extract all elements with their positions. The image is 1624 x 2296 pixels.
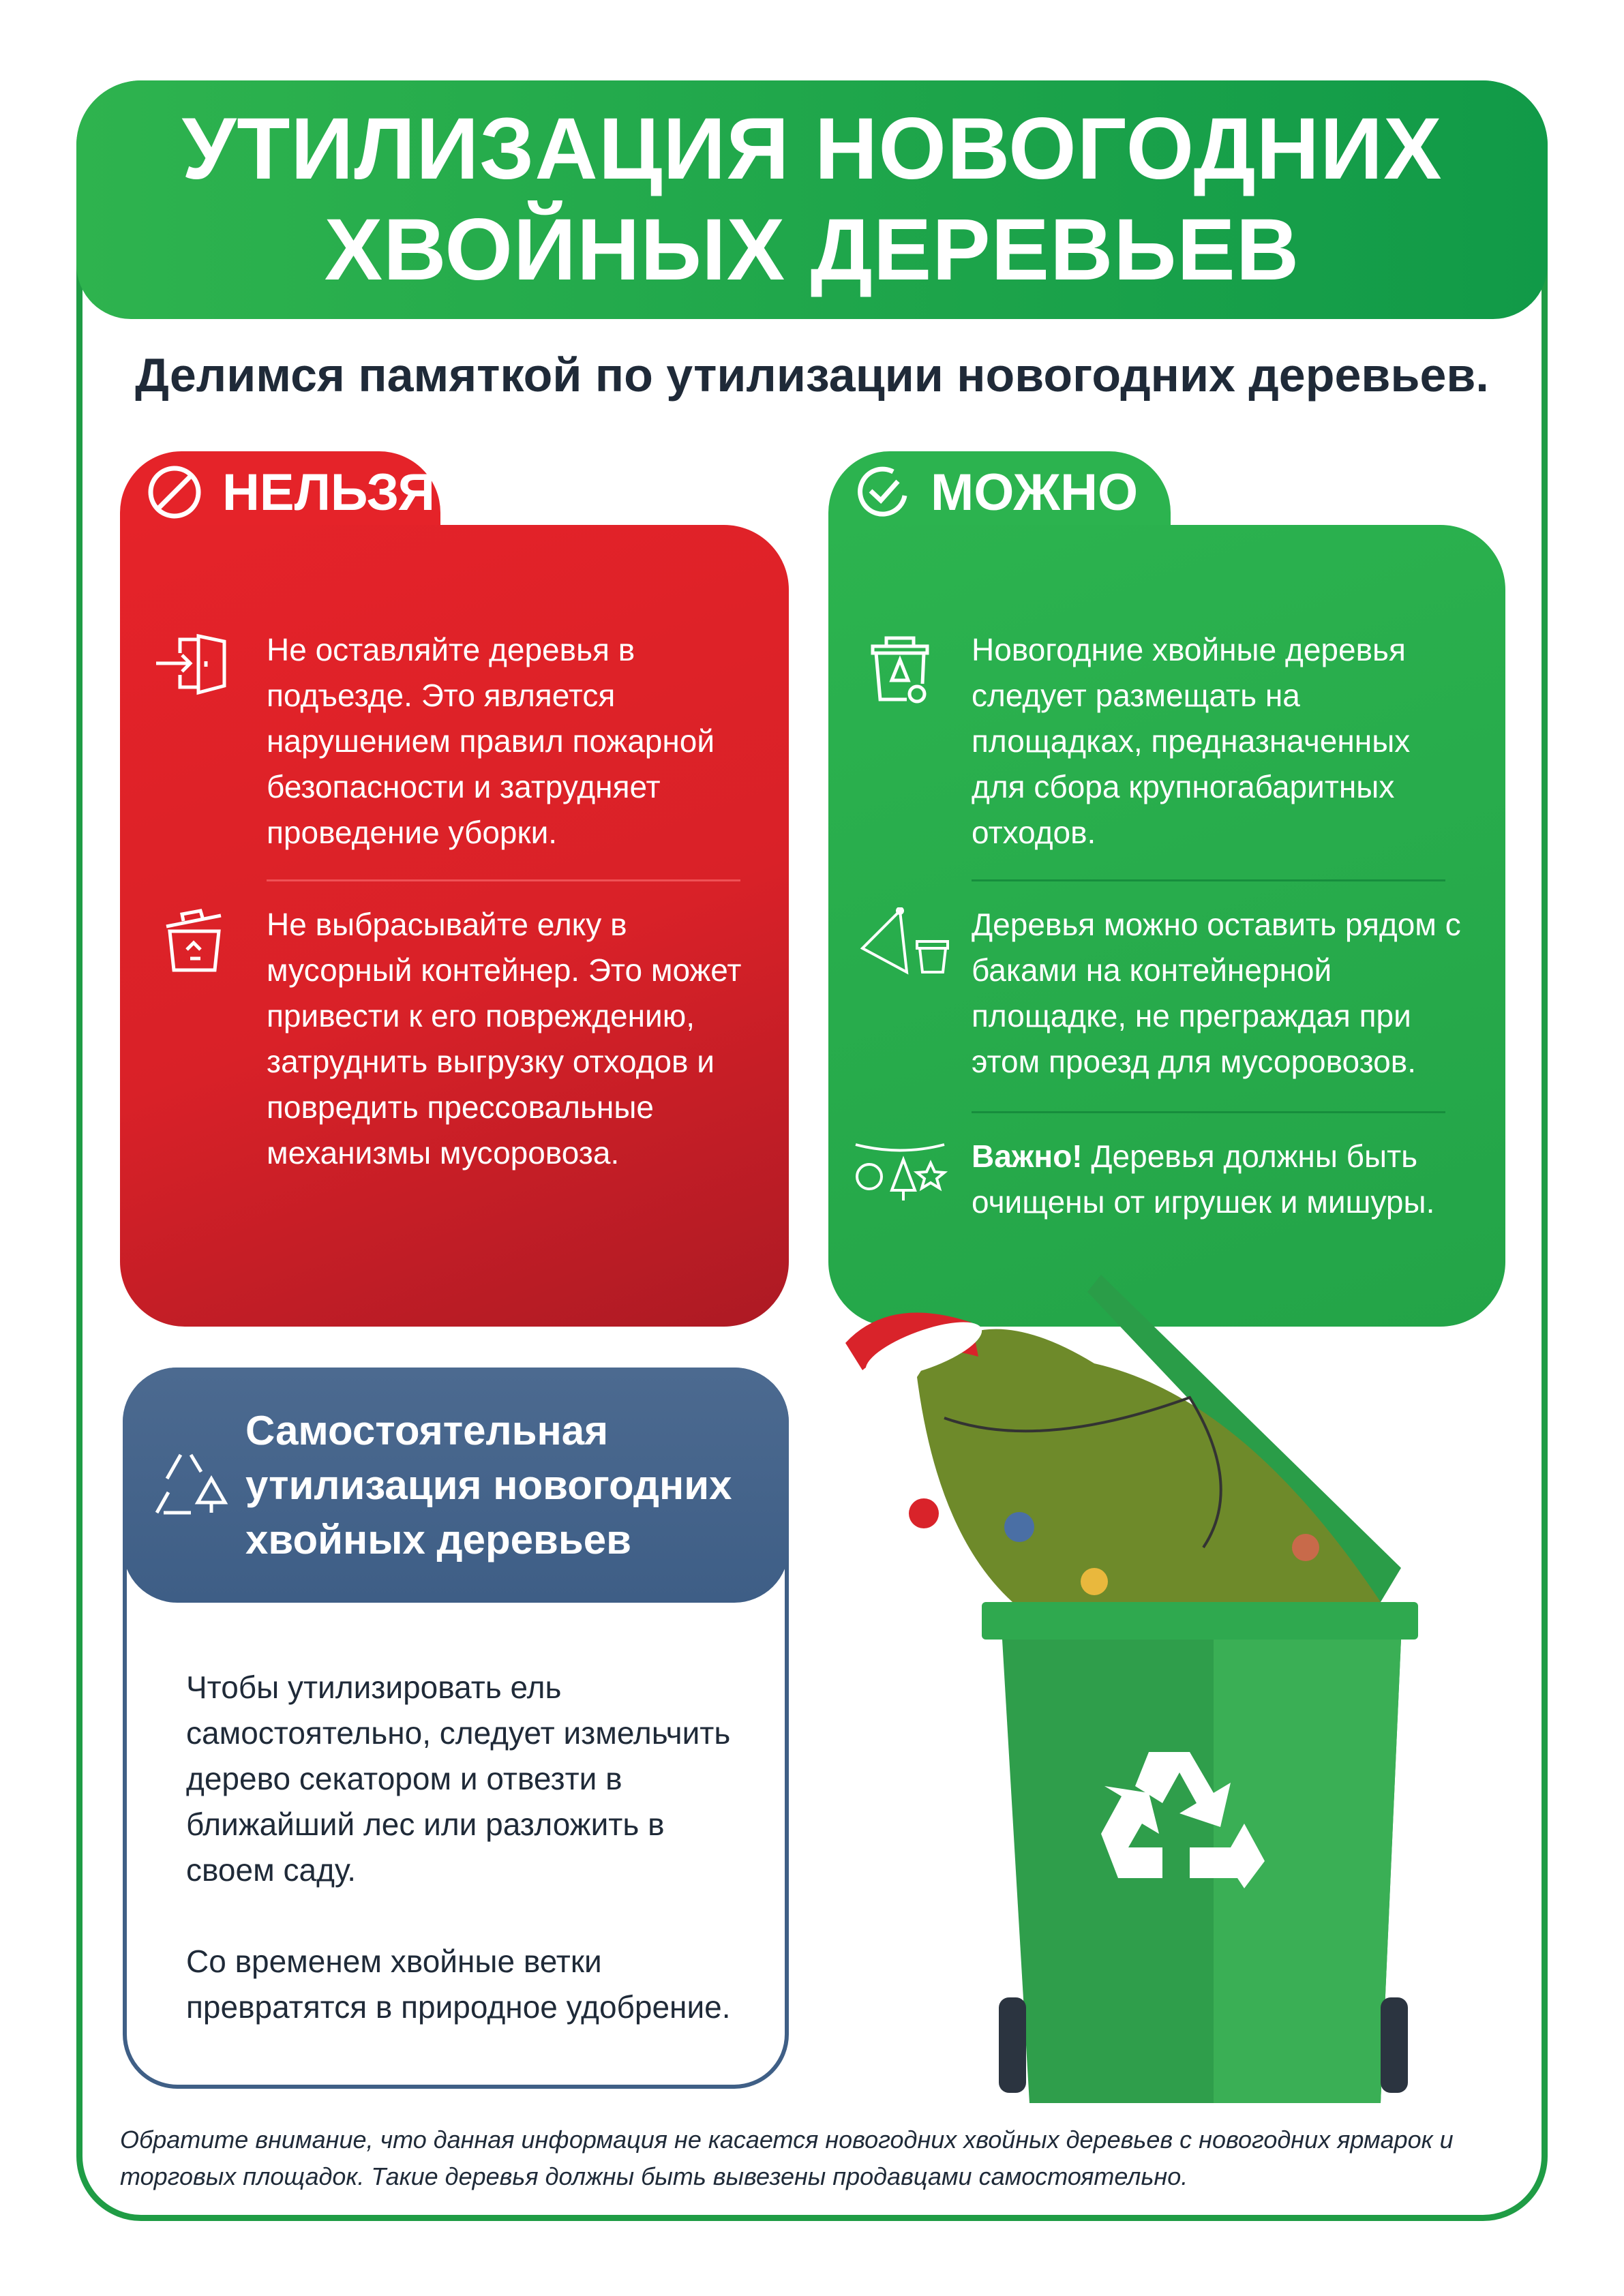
recycle-tree-icon bbox=[153, 1448, 228, 1523]
footnote: Обратите внимание, что данная информация не касается новогодних хвойных деревьев с новогодних ярмарок и торговых площадок. Такие деревья должны быть вывезены продавцами самостоятельно. bbox=[120, 2126, 1454, 2190]
important-label: Важно! bbox=[972, 1138, 1083, 1174]
trash-bin-with-tree-illustration bbox=[835, 1261, 1476, 2113]
forbidden-item bbox=[120, 902, 789, 1176]
divider bbox=[267, 879, 740, 881]
allowed-item bbox=[828, 902, 1505, 1085]
self-disposal-text bbox=[186, 1665, 759, 2030]
header-banner bbox=[76, 80, 1548, 319]
forbidden-label: НЕЛЬЗЯ bbox=[222, 463, 435, 522]
door-enter-icon bbox=[156, 633, 231, 701]
allowed-tab bbox=[828, 451, 1171, 533]
divider bbox=[972, 1111, 1445, 1113]
forbidden-item bbox=[120, 627, 789, 856]
allowed-item bbox=[828, 627, 1505, 856]
allowed-item bbox=[828, 1134, 1505, 1225]
title-line-1: УТИЛИЗАЦИЯ НОВОГОДНИХ bbox=[181, 100, 1443, 198]
self-disposal-header bbox=[123, 1368, 789, 1603]
allowed-item-text: Новогодние хвойные деревья следует размещать на площадках, предназначенных для сбора крупногабаритных отходов. bbox=[972, 632, 1411, 850]
divider bbox=[972, 879, 1445, 881]
title-line-2: ХВОЙНЫХ ДЕРЕВЬЕВ bbox=[324, 201, 1300, 299]
forbidden-item-text: Не оставляйте деревья в подъезде. Это является нарушением правил пожарной безопасности и затрудняет проведение уборки. bbox=[267, 632, 715, 850]
allowed-item-text: Деревья можно оставить рядом с баками на контейнерной площадке, не преграждая при этом проезд для мусоровозов. bbox=[972, 907, 1461, 1079]
container-tree-icon bbox=[869, 633, 931, 708]
self-disposal-title: Самостоятельная утилизация новогодних хвойных деревьев bbox=[245, 1407, 732, 1562]
check-icon bbox=[856, 465, 910, 519]
allowed-card bbox=[828, 525, 1505, 1327]
prohibited-icon bbox=[147, 465, 202, 519]
self-disposal-paragraph-2: Со временем хвойные ветки превратятся в природное удобрение. bbox=[186, 1944, 731, 2025]
allowed-label: МОЖНО bbox=[931, 463, 1139, 522]
forbidden-item-text: Не выбрасывайте елку в мусорный контейнер. Это может привести к его повреждению, затруднить выгрузку отходов и повредить прессовальные механизмы мусоровоза. bbox=[267, 907, 742, 1170]
self-disposal-box bbox=[123, 1368, 789, 2089]
self-disposal-paragraph-1: Чтобы утилизировать ель самостоятельно, следует измельчить дерево секатором и отвезти в ближайший лес или разложить в своем саду. bbox=[186, 1670, 731, 1888]
forbidden-card bbox=[120, 525, 789, 1327]
christmas-tree bbox=[917, 1329, 1381, 1602]
subtitle: Делимся памяткой по утилизации новогодних деревьев. bbox=[135, 348, 1489, 402]
allowed-item-text bbox=[972, 1134, 1462, 1225]
important-text: Деревья должны быть очищены от игрушек и мишуры. bbox=[972, 1138, 1435, 1220]
trash-bin-icon bbox=[163, 907, 224, 976]
tree-beside-bin-icon bbox=[849, 907, 951, 982]
forbidden-tab bbox=[120, 451, 440, 533]
garland-icon bbox=[852, 1139, 948, 1207]
